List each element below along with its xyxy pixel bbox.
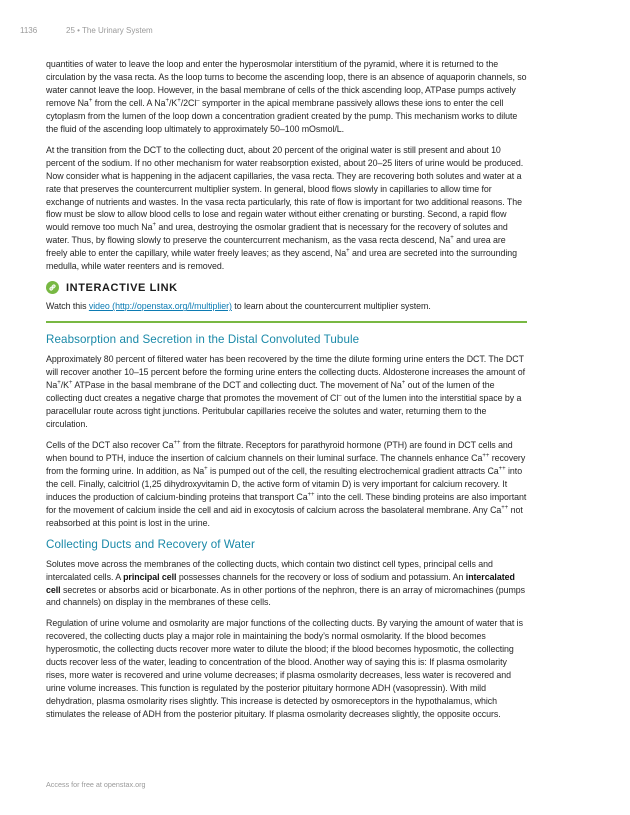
chapter-title: 25 • The Urinary System [66,26,153,35]
paragraph-loop-continuation: quantities of water to leave the loop and enter the hyperosmolar interstitium of the pyramid, where it is returned to the circulation by the vasa recta. As the loop turns to become the ascending loop, there is an absence of aquaporin channels, so water cannot leave the loop. However, in the basal membrane of cells of the thick ascending loop, ATPase pumps actively remove Na+ from the cell. A Na+/K+/2Cl– symporter in the apical membrane passively allows these ions to enter the cell cytoplasm from the lumen of the loop down a concentration gradient created by the pump. This mechanism works to dilute the fluid of the ascending loop ultimately to approximately 50–100 mOsmol/L. [46,59,527,134]
term-intercalated-cell: intercalated cell [46,571,515,595]
section-heading-collecting-ducts: Collecting Ducts and Recovery of Water [46,537,255,551]
paragraph-dct-reabsorption: Approximately 80 percent of filtered water has been recovered by the time the dilute forming urine enters the DCT. The DCT will recover another 10–15 percent before the forming urine enters the collecting ducts. Aldosterone increases the amount of Na+/K+ ATPase in the basal membrane of the DCT and collecting duct. The movement of Na+ out of the lumen of the collecting duct creates a negative charge that promotes the movement of Cl– out of the lumen into the interstitial space by a paracellular route across tight junctions. Peritubular capillaries receive the solutes and water, returning them to the circulation. [46,354,526,429]
term-principal-cell: principal cell [123,571,177,582]
paragraph-urine-regulation: Regulation of urine volume and osmolarity are major functions of the collecting ducts. By varying the amount of water that is recovered, the collecting ducts play a major role in maintaining the body’s normal osmolarity. If the blood becomes hyperosmotic, the collecting ducts recover more water to dilute the blood; if the blood becomes hyposmotic, the collecting ducts recover less of the water, leading to concentration of the blood. Another way of saying this is: If plasma osmolarity rises, more water is recovered and urine volume decreases; if plasma osmolarity decreases, less water is recovered and urine volume increases. This function is regulated by the posterior pituitary hormone ADH (vasopressin). With mild dehydration, plasma osmolarity rises slightly. This increase is detected by osmoreceptors in the hypothalamus, which stimulates the release of ADH from the posterior pituitary. If plasma osmolarity decreases slightly, the opposite occurs. [46,618,523,720]
page-number: 1136 [20,26,38,35]
paragraph-dct-transition: At the transition from the DCT to the collecting duct, about 20 percent of the original water is still present and about 10 percent of the sodium. If no other mechanism for water reabsorption existed, about 20–25 liters of urine would be produced. Now consider what is happening in the adjacent capillaries, the vasa recta. They are recovering both solutes and water at a rate that preserves the countercurrent multiplier system. In general, blood flows slowly in capillaries to allow time for exchange of nutrients and wastes. In the vasa recta particularly, this rate of flow is important for two additional reasons. The flow must be slow to allow blood cells to lose and regain water without either crenating or bursting. Second, a rapid flow would remove too much Na+ and urea, destroying the osmolar gradient that is necessary for the recovery of solutes and water. Thus, by flowing slowly to preserve the countercurrent mechanism, as the vasa recta descend, Na+ and urea are freely able to enter the capillary, while water freely leaves; as they ascend, Na+ and urea are secreted into the surrounding medulla, while water reenters and is removed. [46,144,524,272]
interactive-link-text: Watch this video (http://openstax.org/l/multiplier) to learn about the countercurrent multiplier system. [46,301,431,312]
interactive-link-header [46,281,527,294]
paragraph-dct-calcium: Cells of the DCT also recover Ca++ from the filtrate. Receptors for parathyroid hormone (PTH) are found in DCT cells and when bound to PTH, induce the insertion of calcium channels on their luminal surface. The channels enhance Ca++ recovery from the forming urine. In addition, as Na+ is pumped out of the cell, the resulting electrochemical gradient attracts Ca++ into the cell. Finally, calcitriol (1,25 dihydroxyvitamin D, the active form of vitamin D) is very important for calcium recovery. It induces the production of calcium-binding proteins that transport Ca++ into the cell. These binding proteins are also important for the movement of calcium inside the cell and aid in exocytosis of calcium across the basolateral membrane. Any Ca++ not reabsorbed at this point is lost in the urine. [46,439,527,528]
section-heading-dct: Reabsorption and Secretion in the Distal Convoluted Tubule [46,333,360,347]
video-link[interactable]: video (http://openstax.org/l/multiplier) [88,301,232,312]
page-content [46,58,527,729]
interactive-link-divider [46,321,527,323]
page-header [20,26,153,35]
paragraph-collecting-cells: Solutes move across the membranes of the collecting ducts, which contain two distinct cell types, principal cells and intercalated cells. A principal cell possesses channels for the recovery or loss of sodium and potassium. An intercalated cell secretes or absorbs acid or bicarbonate. As in other portions of the nephron, there is an array of micromachines (pumps and channels) on display in the membranes of these cells. [46,558,525,608]
link-icon [46,281,59,294]
page-footer: Access for free at openstax.org [46,780,146,789]
interactive-link-title: INTERACTIVE LINK [66,281,178,294]
